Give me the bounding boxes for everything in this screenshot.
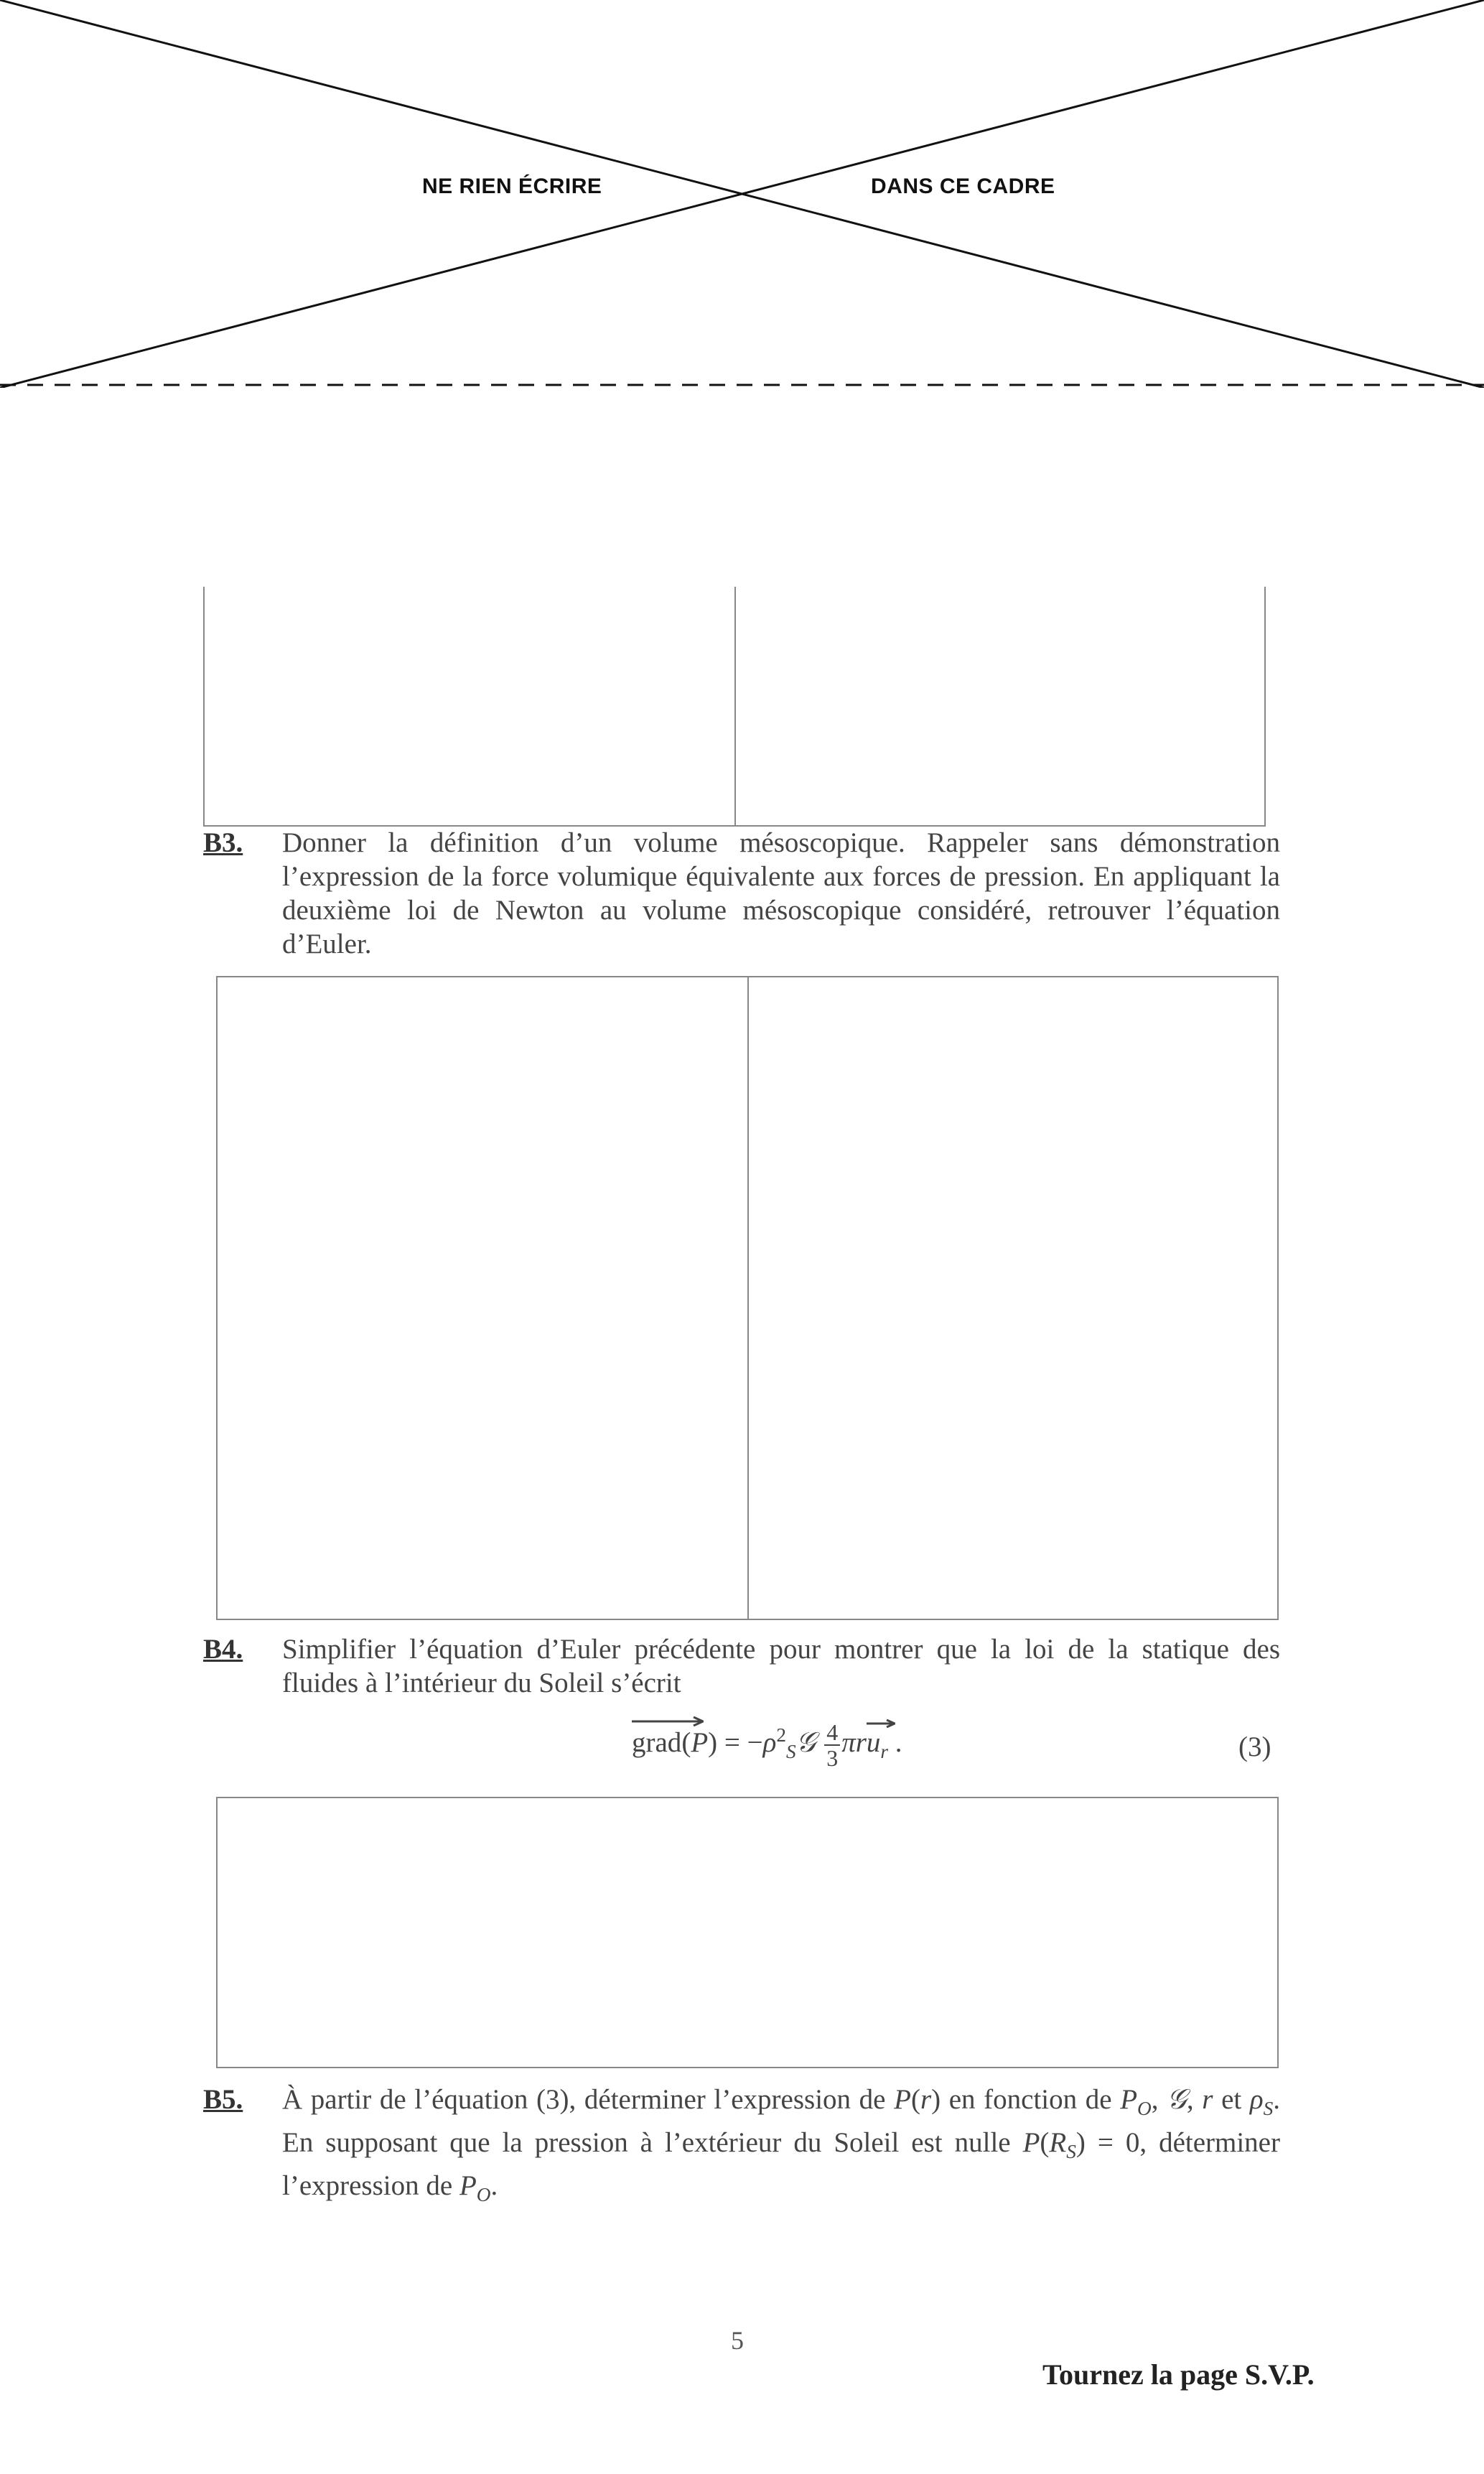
question-b4	[203, 1632, 1280, 1700]
question-b3	[203, 826, 1280, 961]
answer-box-b4[interactable]	[216, 1797, 1279, 2068]
question-text: Donner la définition d’un volume mésoscopique. Rappeler sans démonstration l’expression de la force volumique équivalente aux forces de pression. En appliquant la deuxième loi de Newton au volume mésoscopique considéré, retrouver l’équation d’Euler.	[282, 827, 1280, 959]
question-b5	[203, 2083, 1280, 2211]
question-text: À partir de l’équation (3), déterminer l’expression de P(r) en fonction de $P_O$, 𝒢, r et $\rho_S$. En supposant que la pression à l’extérieur du Soleil est nulle $P(R_S) = 0$, déterminer l’expression de $P_O$.	[282, 2084, 1281, 2205]
question-text: Simplifier l’équation d’Euler précédente pour montrer que la loi de la statique des fluides à l’intérieur du Soleil s’écrit	[282, 1634, 1280, 1698]
no-write-label-left: NE RIEN ÉCRIRE	[422, 175, 602, 198]
equation-number: (3)	[1238, 1731, 1271, 1762]
turn-page-notice: Tournez la page S.V.P.	[1042, 2358, 1315, 2391]
question-label: B3.	[203, 827, 243, 858]
no-write-label-right: DANS CE CADRE	[871, 175, 1055, 198]
answer-box-divider	[747, 977, 749, 1619]
answer-box-b3[interactable]	[216, 976, 1279, 1620]
answer-box-b2[interactable]	[203, 587, 1266, 827]
answer-box-divider	[734, 587, 736, 825]
question-label: B5.	[203, 2084, 243, 2115]
page-number: 5	[731, 2326, 744, 2355]
equation-statique-fluides: grad $(P) = -\rho^2_S𝒢$ $\frac{4}{3}$ πru$_r$ .	[632, 1720, 902, 1770]
question-label: B4.	[203, 1634, 243, 1665]
no-write-zone-cross	[0, 0, 1484, 388]
